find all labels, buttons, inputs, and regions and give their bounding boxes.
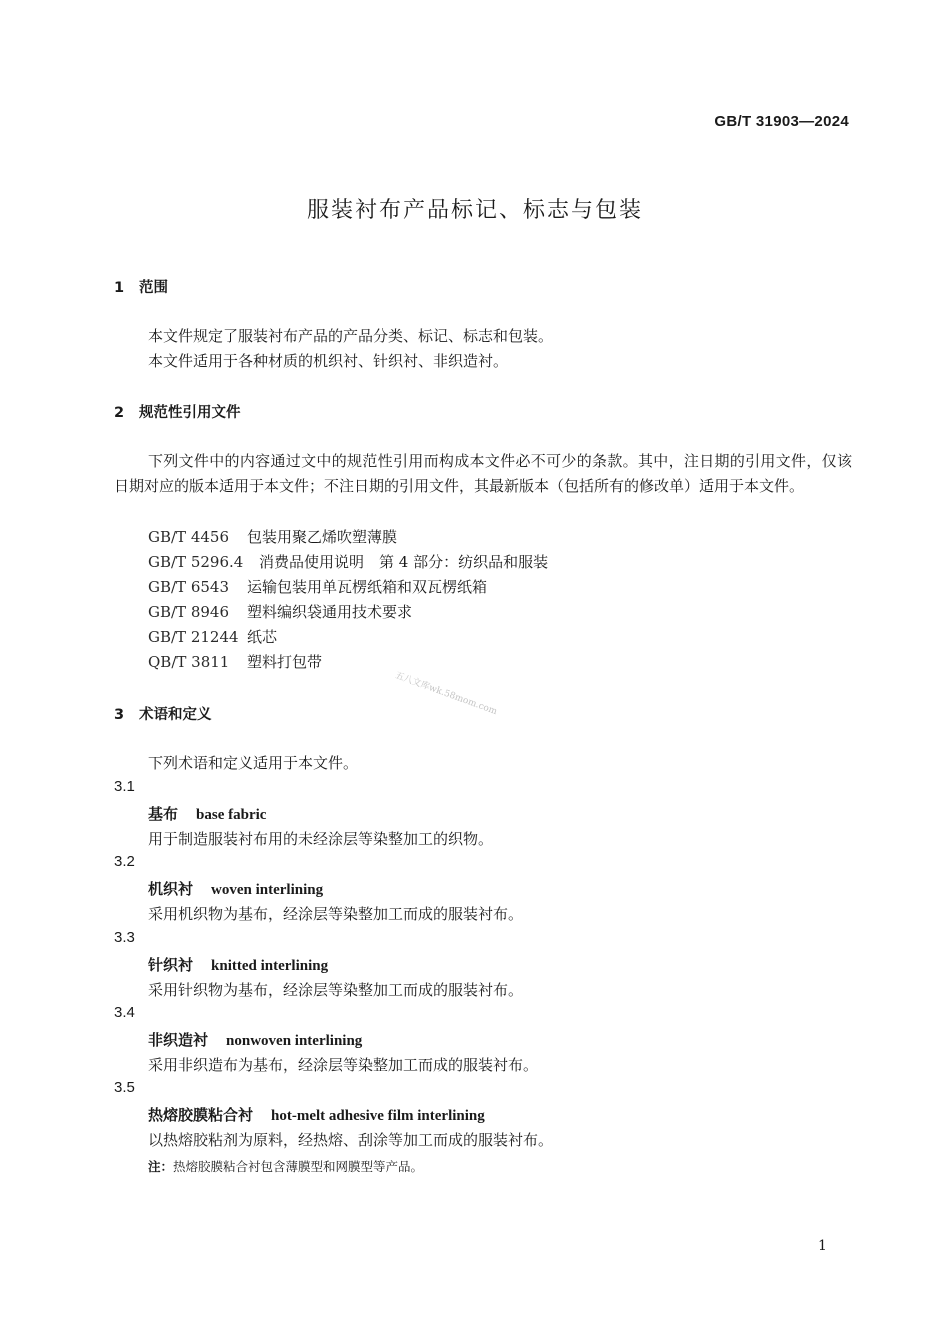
section-heading-scope — [114, 276, 168, 297]
reference-title: 纸芯 — [247, 628, 278, 646]
term-number: 3.2 — [114, 853, 135, 870]
term-number: 3.1 — [114, 778, 135, 795]
term-en: knitted interlining — [211, 958, 329, 974]
section-title: 范围 — [139, 280, 168, 296]
term-entry — [148, 1104, 485, 1125]
scope-line: 本文件适用于各种材质的机织衬、针织衬、非织造衬。 — [148, 352, 509, 370]
scope-line: 本文件规定了服装衬布产品的产品分类、标记、标志和包装。 — [148, 327, 554, 345]
reference-item — [148, 576, 487, 597]
term-entry — [148, 954, 328, 975]
term-definition: 采用机织物为基布，经涂层等染整加工而成的服装衬布。 — [148, 905, 524, 923]
section-heading-normative-references — [114, 401, 241, 422]
term-cn: 热熔胶膜粘合衬 — [148, 1106, 254, 1124]
reference-item — [148, 651, 322, 672]
term-cn: 针织衬 — [148, 956, 194, 974]
term-en: nonwoven interlining — [226, 1033, 363, 1049]
reference-code: GB/T 21244 — [148, 628, 239, 646]
reference-code: GB/T 5296.4 — [148, 553, 244, 571]
term-number: 3.4 — [114, 1004, 135, 1021]
term-entry — [148, 803, 266, 824]
reference-code: GB/T 6543 — [148, 578, 230, 596]
section-heading-terms — [114, 703, 212, 724]
page-number: 1 — [818, 1238, 827, 1254]
reference-code: GB/T 8946 — [148, 603, 230, 621]
reference-item — [148, 551, 548, 572]
term-definition: 以热熔胶粘剂为原料，经热熔、刮涂等加工而成的服装衬布。 — [148, 1131, 554, 1149]
reference-title: 运输包装用单瓦楞纸箱和双瓦楞纸箱 — [247, 578, 488, 596]
term-number: 3.3 — [114, 929, 135, 946]
term-entry — [148, 1029, 362, 1050]
document-title: 服装衬布产品标记、标志与包装 — [306, 198, 643, 223]
term-en: hot-melt adhesive film interlining — [271, 1108, 485, 1124]
reference-item — [148, 601, 412, 622]
terms-intro: 下列术语和定义适用于本文件。 — [148, 754, 359, 772]
term-en: woven interlining — [211, 882, 324, 898]
reference-title: 塑料打包带 — [247, 653, 323, 671]
section-title: 规范性引用文件 — [139, 405, 241, 421]
reference-code: GB/T 4456 — [148, 528, 230, 546]
reference-code: QB/T 3811 — [148, 653, 230, 671]
references-intro-paragraph: 下列文件中的内容通过文中的规范性引用而构成本文件必不可少的条款。其中，注日期的引用文件，仅该日期对应的版本适用于本文件；不注日期的引用文件，其最新版本（包括所有的修改单）适用于本文件。 — [114, 452, 852, 495]
reference-title: 塑料编织袋通用技术要求 — [247, 603, 413, 621]
term-cn: 机织衬 — [148, 880, 194, 898]
term-entry — [148, 878, 323, 899]
term-cn: 基布 — [148, 805, 179, 823]
term-definition: 采用针织物为基布，经涂层等染整加工而成的服装衬布。 — [148, 981, 524, 999]
term-note — [148, 1157, 423, 1175]
reference-title: 消费品使用说明 第 4 部分：纺织品和服装 — [259, 553, 549, 571]
term-number: 3.5 — [114, 1079, 135, 1096]
term-en: base fabric — [196, 807, 267, 823]
section-number: 3 — [114, 707, 125, 723]
term-definition: 采用非织造布为基布，经涂层等染整加工而成的服装衬布。 — [148, 1056, 539, 1074]
note-text: 热熔胶膜粘合衬包含薄膜型和网膜型等产品。 — [173, 1159, 424, 1174]
reference-title: 包装用聚乙烯吹塑薄膜 — [247, 528, 398, 546]
note-label: 注： — [148, 1159, 174, 1174]
standard-code: GB/T 31903—2024 — [714, 113, 849, 130]
section-number: 2 — [114, 405, 125, 421]
term-definition: 用于制造服装衬布用的未经涂层等染整加工的织物。 — [148, 830, 494, 848]
reference-item — [148, 526, 397, 547]
section-title: 术语和定义 — [139, 707, 212, 723]
reference-item — [148, 626, 277, 647]
watermark-text: 五八文库wk.58mom.com — [393, 670, 499, 718]
term-cn: 非织造衬 — [148, 1031, 209, 1049]
section-number: 1 — [114, 280, 125, 296]
